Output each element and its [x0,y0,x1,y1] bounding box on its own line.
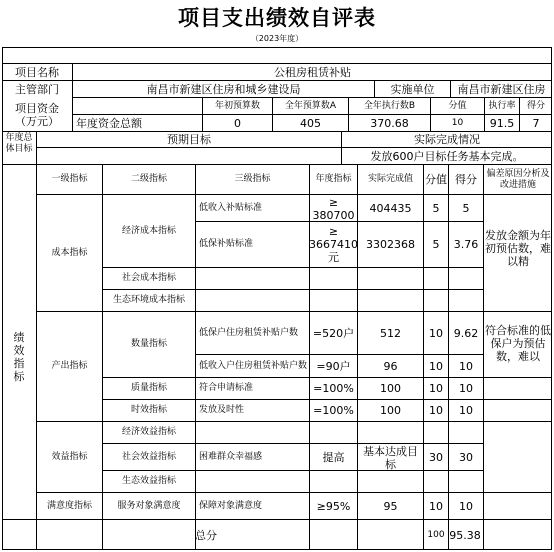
cost-row-name: 低收入补贴标准 [199,202,263,213]
satisfaction-row-actual: 95 [383,499,398,513]
cost-row-name: 低保补贴标准 [199,239,254,249]
cost-row-score: 5 [462,201,470,215]
satisfaction-row-name: 保障对象满意度 [199,500,263,511]
output-row-name: 符合申请标准 [199,383,254,393]
funds-header-initial: 年初预算数 [214,100,260,111]
expected-target-value [37,148,341,164]
output-row-actual: 512 [380,326,401,340]
benefit-row-name: 困难群众幸福感 [199,451,263,462]
output-row-name: 低收入户住房租赁补贴户数 [199,360,308,371]
evaluation-table [2,47,552,550]
output-row-score: 10 [459,382,473,395]
cost-row-target: ≥ 3667410元 [309,225,359,264]
output-row-value: 10 [429,359,443,373]
total-label: 总分 [195,528,217,542]
output-row-target: =100% [313,382,354,395]
satisfaction-row-value: 10 [429,499,443,513]
output-row-actual: 96 [383,359,398,373]
eco-cost-indicator: 生态环境成本指标 [112,295,185,305]
cost-row-value: 5 [432,201,440,215]
output-row-score: 10 [459,359,473,373]
overall-target-label: 年度总体目标 [5,133,33,154]
unit-value: 南昌市新建区住房 [457,82,546,96]
service-satisfaction-indicator: 服务对象满意度 [117,500,181,511]
header-annual-target: 年度指标 [315,174,352,184]
header-level2: 二级指标 [130,174,167,184]
benefit-row-target: 提高 [322,450,345,464]
benefit-row-actual: 基本达成目标 [363,445,418,471]
output-row-actual: 100 [380,382,401,395]
header-deviation-reason: 偏差原因分析及改进措施 [486,168,550,190]
header-score: 得分 [455,173,477,186]
funds-row-total-label: 年度资金总额 [76,116,142,130]
funds-row-total-rate: 91.5 [489,116,515,130]
actual-completion-value: 发放600户目标任务基本完成。 [370,149,524,163]
funds-row-total-initial: 0 [234,116,241,130]
total-value: 100 [427,529,445,540]
actual-completion-header: 实际完成情况 [414,133,480,146]
output-deviation-reason: 符合标准的低保户为预估数，难以 [485,323,551,363]
header-actual: 实际完成值 [367,174,413,184]
funds-row-total-exec: 370.68 [370,116,409,130]
output-row-score: 9.62 [453,326,479,340]
satisfaction-indicator: 满意度指标 [46,500,92,511]
funds-header-exec: 全年执行数B [363,100,416,111]
quantity-indicator: 数量指标 [130,339,167,349]
funds-row-total-score: 7 [532,116,540,130]
cost-deviation-reason: 发放金额为年初预估数，难以精 [485,228,551,268]
satisfaction-row-score: 10 [459,499,473,513]
output-row-value: 10 [429,382,443,395]
eco-benefit-indicator: 生态效益指标 [121,476,176,486]
benefit-indicator: 效益指标 [51,451,88,462]
output-row-name: 低保户住房租赁补贴户数 [199,327,299,338]
header-level1: 一级指标 [51,174,88,184]
funds-header-score: 得分 [526,100,545,111]
header-score-value: 分值 [425,173,447,186]
economic-cost-indicator: 经济成本指标 [121,225,176,236]
social-benefit-indicator: 社会效益指标 [121,451,176,462]
output-row-target: =100% [313,404,354,417]
project-name-label: 项目名称 [15,65,59,79]
output-row-target: =90户 [316,359,351,373]
social-cost-indicator: 社会成本指标 [121,273,176,283]
cost-row-value: 5 [432,238,440,251]
time-indicator: 时效指标 [130,405,167,415]
project-name: 公租房租赁补贴 [274,65,351,79]
unit-label: 实施单位 [390,82,435,96]
cost-row-actual: 3302368 [366,238,415,251]
quality-indicator: 质量指标 [130,383,167,393]
dept-label: 主管部门 [15,82,59,96]
year-label: （2023年度） [250,34,304,43]
output-row-score: 10 [459,404,473,417]
output-row-name: 发放及时性 [199,405,245,415]
satisfaction-row-target: ≥95% [316,499,351,513]
output-row-target: =520户 [312,326,355,340]
output-indicator: 产出指标 [51,361,88,371]
output-row-value: 10 [429,326,443,340]
cost-row-score: 3.76 [453,238,479,251]
funds-row-total-score-value: 10 [451,117,464,128]
cost-indicator: 成本指标 [51,247,88,258]
economic-benefit-indicator: 经济效益指标 [121,427,176,437]
output-row-actual: 100 [380,404,401,417]
output-row-value: 10 [429,404,443,417]
funds-label: 项目资金（万元） [15,101,59,128]
cost-row-target: ≥ 380700 [312,196,355,222]
benefit-row-value: 30 [429,450,443,464]
performance-indicators-label: 绩效指标 [13,331,25,383]
funds-header-budget: 全年预算数A [284,100,337,111]
total-score: 95.38 [449,528,481,542]
dept-value: 南昌市新建区住房和城乡建设局 [146,82,301,96]
funds-header-score-value: 分值 [448,100,467,111]
benefit-row-score: 30 [459,450,473,464]
funds-header-rate: 执行率 [488,100,516,111]
header-level3: 三级指标 [234,174,271,184]
funds-row-total-budget: 405 [300,116,321,130]
cost-row-actual: 404435 [369,201,412,215]
page-title: 项目支出绩效自评表 [178,5,376,30]
expected-target-header: 预期目标 [167,133,211,146]
